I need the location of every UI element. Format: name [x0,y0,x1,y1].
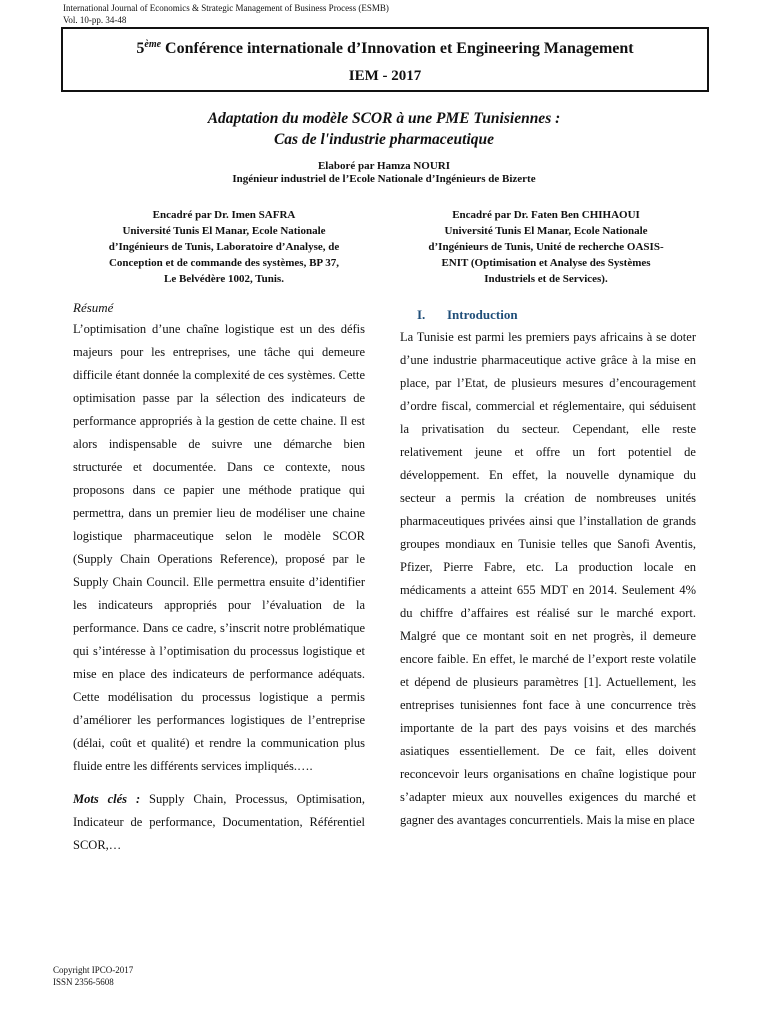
introduction-number: I. [417,307,426,322]
issn: ISSN 2356-5608 [53,977,114,987]
copyright: Copyright IPCO-2017 [53,965,134,975]
supervisor-right-line5: Industriels et de Services). [484,273,608,285]
supervisor-right-line2: Université Tunis El Manar, Ecole Nationale [444,225,648,237]
supervisor-left [75,207,373,287]
supervisor-right-line4: ENIT (Optimisation et Analyse des Systèmes [441,257,651,269]
journal-name: International Journal of Economics & Strategic Management of Business Process (ESMB) [63,3,389,13]
author-block [0,160,768,186]
introduction-text: La Tunisie est parmi les premiers pays africains à se doter d’une industrie pharmaceutique active grâce à la mise en place, par l’Etat, de plusieurs mesures d’encouragement d’ordre fiscal, commercial et réglementaire, qui séduisent la privatisation du secteur. Cependant, elle reste relativement jeune et offre un fort potentiel de développement. En effet, la nouvelle dynamique du secteur a permis la création de nombreuses unités pharmaceutiques privées ainsi que l’installation de grands groupes mondiaux en Tunisie telles que Sanofi Aventis, Pfizer, Pierre Fabre, etc. La production locale en médicaments a atteint 655 MDT en 2014. Seulement 4% du chiffre d’affaires est réalisé sur le marché export. Malgré que ce montant soit en net progrès, il demeure encore faible. En effet, le marché de l’export reste volatile et dépend de plusieurs paramètres [1]. Actuellement, les entreprises tunisiennes font face à une concurrence très importante de la part des pays voisins et des marchés asiatiques essentiellement. De ce fait, elles doivent reconcevoir leurs organisations en chaîne logistique pour s’adapter mieux aux nouvelles exigences du marché et gagner des avantages concurrentiels. Mais la mise en place [400,330,696,827]
paper-title [0,108,768,150]
supervisor-left-line5: Le Belvédère 1002, Tunis. [164,273,284,285]
left-column [73,298,365,857]
journal-header [63,2,389,26]
keywords-list: Supply Chain, Processus, Optimisation, Indicateur de performance, Documentation, Référentiel SCOR,… [73,792,365,852]
supervisor-right [396,207,696,287]
conference-title [63,35,707,59]
supervisor-right-line3b: Unité de recherche OASIS- [533,241,664,253]
author-affiliation: Ingénieur industriel de l’Ecole Nationale d’Ingénieurs de Bizerte [232,173,536,185]
right-column [400,304,696,832]
supervisor-left-line4: Conception et de commande des systèmes, BP 37, [108,257,340,269]
author-name: Elaboré par Hamza NOURI [317,160,451,172]
introduction-heading [417,304,696,326]
introduction-title: Introduction [447,307,518,322]
conference-subtitle: IEM - 2017 [348,68,422,84]
paper-title-line2: Cas de l'industrie pharmaceutique [273,131,495,148]
supervisor-left-name: Encadré par Dr. Imen SAFRA [152,209,296,221]
abstract-text: L’optimisation d’une chaîne logistique est un des défis majeurs pour les entreprises, une tâche qui demeure difficile étant donnée la complexité de ces systèmes. Cette optimisation passe par la sélection des indicateurs de performance appropriés à la gestion de cette chaine. Il est alors indispensable de suivre une démarche bien structurée et documentée. Dans ce contexte, nous proposons dans ce papier une méthode pratique qui permettra, dans un premier lieu de modéliser une chaine logistique pharmaceutique selon le modèle SCOR (Supply Chain Operations Reference), proposé par le Supply Chain Council. Elle permettra ensuite d’identifier les indicateurs appropriés pour l’évaluation de la performance. Dans ce cadre, s’inscrit notre problématique qui s’intéresse à l’optimisation du processus logistique et mise en place des indicateurs de performance adéquats. Cette modélisation du processus logistique a permis d’améliorer les performances logistiques de l’entreprise (délai, coût et qualité) et rendre la communication plus fluide entre les différents services impliqués.…. [73,322,365,773]
page-footer [53,964,133,988]
keywords-label: Mots clés : [73,792,141,806]
conference-box [61,27,709,92]
conference-number: 5 [136,40,145,57]
paper-title-line1: Adaptation du modèle SCOR à une PME Tunisiennes : [207,110,561,127]
conference-name: Conférence internationale d’Innovation et Engineering Management [165,40,634,57]
supervisor-left-line3: d’Ingénieurs de Tunis, Laboratoire d’Analyse, de [108,241,340,253]
conference-number-suffix: ème [144,39,162,50]
journal-volume: Vol. 10-pp. 34-48 [63,15,127,25]
supervisor-right-line3a: d’Ingénieurs de Tunis, [428,241,534,253]
keywords [73,788,365,857]
supervisor-right-name: Encadré par Dr. Faten Ben CHIHAOUI [452,209,640,221]
supervisor-right-line3 [396,239,696,255]
supervisor-left-line2: Université Tunis El Manar, Ecole Nationale [122,225,326,237]
abstract-heading: Résumé [73,300,114,315]
